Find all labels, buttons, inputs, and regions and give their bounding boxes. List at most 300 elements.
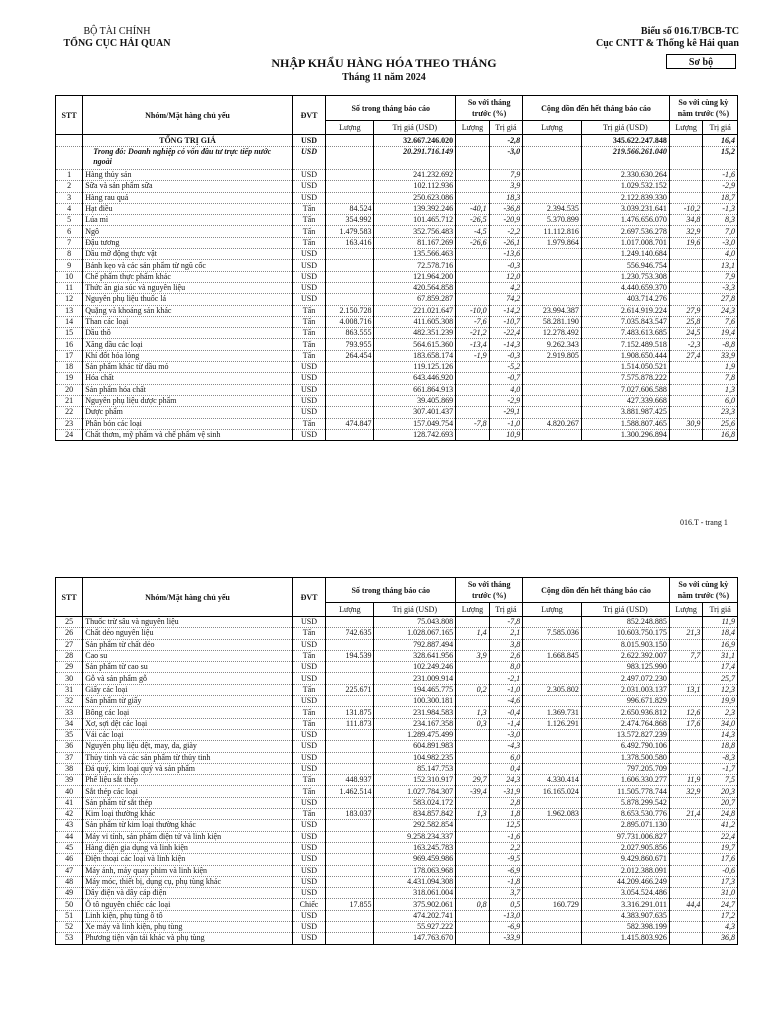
cell-stt: 43 — [56, 820, 83, 831]
col-month: Số trong tháng báo cáo — [326, 578, 456, 603]
table-row — [56, 933, 738, 944]
cell-vs-prev-value: 4,2 — [489, 282, 523, 293]
cell-vs-prev-value: -4,3 — [489, 741, 523, 752]
cell-yoy-value: 19,7 — [703, 842, 738, 853]
cell-unit: Tấn — [292, 707, 326, 718]
cell-cum-qty — [523, 922, 582, 933]
cell-unit: USD — [292, 384, 326, 395]
cell-yoy-value: -2,9 — [703, 181, 738, 192]
form-number: Biểu số 016.T/BCB-TC — [640, 26, 739, 37]
col-stt: STT — [56, 96, 83, 135]
cell-stt: 5 — [56, 215, 83, 226]
cell-value: 482.351.239 — [374, 328, 456, 339]
cell-unit: USD — [292, 831, 326, 842]
cell-yoy-value: 7,9 — [703, 271, 738, 282]
cell-cum-qty: 5.370.899 — [523, 215, 582, 226]
cell-stt: 32 — [56, 696, 83, 707]
table-row — [56, 215, 738, 226]
cell-qty — [326, 249, 374, 260]
col-cumulative: Cộng dồn đến hết tháng báo cáo — [523, 96, 670, 121]
cell-value: 121.964.200 — [374, 271, 456, 282]
cell-stt: 20 — [56, 384, 83, 395]
cell-unit: USD — [292, 752, 326, 763]
cell-name: Sản phẩm hóa chất — [83, 384, 293, 395]
cell-vs-prev-qty: 3,9 — [456, 650, 490, 661]
cell-value: 85.147.753 — [374, 763, 456, 774]
cell-name: Sản phẩm từ kim loại thường khác — [83, 820, 293, 831]
cell-vs-prev-qty: -13,4 — [456, 339, 490, 350]
cell-name: Máy móc, thiết bị, dụng cụ, phụ tùng khác — [83, 876, 293, 887]
cell-vs-prev-qty — [456, 617, 490, 628]
table-row — [56, 316, 738, 327]
cell-yoy-qty: -2,3 — [669, 339, 703, 350]
cell-qty: 111.873 — [326, 718, 374, 729]
cell-value: 234.167.358 — [374, 718, 456, 729]
cell-vs-prev-value: 3,8 — [489, 639, 523, 650]
cell-unit: Tấn — [292, 418, 326, 429]
total-label: TỔNG TRỊ GIÁ — [83, 135, 293, 147]
cell-cum-value: 44.209.466.249 — [581, 876, 669, 887]
cell-cum-value: 2.474.764.868 — [581, 718, 669, 729]
cell-cum-value: 2.697.536.278 — [581, 226, 669, 237]
cell-unit: Tấn — [292, 237, 326, 248]
cell-vs-prev-qty: 0,3 — [456, 718, 490, 729]
cell-value: 75.043.808 — [374, 617, 456, 628]
department: Cục CNTT & Thống kê Hải quan — [595, 38, 739, 49]
cell-name: Sữa và sản phẩm sữa — [83, 181, 293, 192]
cell-qty — [326, 395, 374, 406]
table-row — [56, 662, 738, 673]
cell-value: 231.009.914 — [374, 673, 456, 684]
cell-unit: USD — [292, 729, 326, 740]
cell-value: 100.300.181 — [374, 696, 456, 707]
table-row — [56, 707, 738, 718]
cell-stt: 26 — [56, 628, 83, 639]
cell-yoy-qty — [669, 294, 703, 305]
cell-value: 139.392.246 — [374, 203, 456, 214]
cell-unit: USD — [292, 181, 326, 192]
cell-cum-qty: 1.962.083 — [523, 809, 582, 820]
cell-cum-value: 1.300.296.894 — [581, 429, 669, 440]
cell-unit: Tấn — [292, 339, 326, 350]
cell-yoy-value: 12,3 — [703, 684, 738, 695]
cell-yoy-value: 36,8 — [703, 933, 738, 944]
cell-yoy-value: 16,8 — [703, 429, 738, 440]
cell-cum-qty — [523, 752, 582, 763]
cell-name: Máy vi tính, sản phẩm điện tử và linh kiện — [83, 831, 293, 842]
cell-vs-prev-qty — [456, 673, 490, 684]
col-yoy: So với cùng kỳ năm trước (%) — [669, 96, 737, 121]
cell-cum-qty — [523, 373, 582, 384]
cell-yoy-qty — [669, 673, 703, 684]
cell-cum-qty: 2.305.802 — [523, 684, 582, 695]
total-value: 32.667.246.020 — [374, 135, 456, 147]
cell-vs-prev-value: -4,6 — [489, 696, 523, 707]
cell-cum-qty: 2.394.535 — [523, 203, 582, 214]
cell-stt: 40 — [56, 786, 83, 797]
cell-name: Phế liệu sắt thép — [83, 775, 293, 786]
cell-yoy-qty — [669, 362, 703, 373]
cell-cum-value: 797.205.709 — [581, 763, 669, 774]
cell-unit: Tấn — [292, 718, 326, 729]
cell-yoy-qty — [669, 752, 703, 763]
cell-yoy-qty — [669, 842, 703, 853]
cell-vs-prev-value: -26,1 — [489, 237, 523, 248]
cell-name: Linh kiện, phụ tùng ô tô — [83, 910, 293, 921]
cell-vs-prev-qty — [456, 249, 490, 260]
col-vs-prev: So với tháng trước (%) — [456, 96, 523, 121]
cell-cum-qty — [523, 362, 582, 373]
cell-cum-value: 1.476.656.070 — [581, 215, 669, 226]
cell-name: Xơ, sợi dệt các loại — [83, 718, 293, 729]
cell-value: 1.289.475.499 — [374, 729, 456, 740]
cell-cum-value: 8.653.530.776 — [581, 809, 669, 820]
cell-qty — [326, 271, 374, 282]
cell-cum-value: 2.497.072.230 — [581, 673, 669, 684]
cell-vs-prev-qty: -39,4 — [456, 786, 490, 797]
cell-yoy-qty — [669, 282, 703, 293]
cell-vs-prev-qty — [456, 922, 490, 933]
cell-stt: 47 — [56, 865, 83, 876]
cell-cum-value: 983.125.990 — [581, 662, 669, 673]
cell-cum-qty: 23.994.387 — [523, 305, 582, 316]
cell-yoy-value: 8,3 — [703, 215, 738, 226]
cell-vs-prev-qty — [456, 395, 490, 406]
table-row — [56, 384, 738, 395]
status-box: Sơ bộ — [666, 54, 736, 69]
cell-yoy-value: -3,3 — [703, 282, 738, 293]
cell-stt: 3 — [56, 192, 83, 203]
cell-unit: USD — [292, 271, 326, 282]
cell-stt: 48 — [56, 876, 83, 887]
table-row — [56, 339, 738, 350]
cell-cum-value: 996.671.829 — [581, 696, 669, 707]
col-val: Trị giá (USD) — [581, 603, 669, 617]
cell-unit: USD — [292, 362, 326, 373]
cell-yoy-qty: 44,4 — [669, 899, 703, 910]
cell-cum-qty — [523, 662, 582, 673]
cell-unit: USD — [292, 282, 326, 293]
cell-vs-prev-value: -0,3 — [489, 260, 523, 271]
cell-unit: USD — [292, 170, 326, 181]
cell-vs-prev-value: -14,2 — [489, 305, 523, 316]
cell-value: 250.623.086 — [374, 192, 456, 203]
cell-yoy-qty — [669, 429, 703, 440]
cell-stt: 46 — [56, 854, 83, 865]
cell-yoy-qty — [669, 181, 703, 192]
table-row — [56, 192, 738, 203]
cell-cum-qty — [523, 888, 582, 899]
cell-qty: 474.847 — [326, 418, 374, 429]
cell-cum-qty: 58.281.190 — [523, 316, 582, 327]
cell-vs-prev-qty — [456, 429, 490, 440]
cell-cum-value: 2.895.071.130 — [581, 820, 669, 831]
cell-value: 307.401.437 — [374, 407, 456, 418]
cell-name: Bánh kẹo và các sản phẩm từ ngũ cốc — [83, 260, 293, 271]
cell-vs-prev-value: 2,1 — [489, 628, 523, 639]
cell-unit: Tấn — [292, 305, 326, 316]
cell-vs-prev-value: 2,8 — [489, 797, 523, 808]
cell-cum-value: 1.908.650.444 — [581, 350, 669, 361]
cell-cum-qty — [523, 617, 582, 628]
cell-yoy-value: 16,9 — [703, 639, 738, 650]
cell-vs-prev-qty — [456, 729, 490, 740]
cell-name: Phương tiện vận tải khác và phụ tùng — [83, 933, 293, 944]
cell-vs-prev-value: 0,5 — [489, 899, 523, 910]
cell-qty — [326, 865, 374, 876]
table-row — [56, 628, 738, 639]
cell-vs-prev-value: 0,4 — [489, 763, 523, 774]
cell-vs-prev-qty — [456, 854, 490, 865]
table-row — [56, 294, 738, 305]
cell-vs-prev-value: -1,4 — [489, 718, 523, 729]
cell-unit: Tấn — [292, 809, 326, 820]
cell-yoy-qty — [669, 854, 703, 865]
cell-qty — [326, 831, 374, 842]
table-row — [56, 362, 738, 373]
cell-unit: Tấn — [292, 350, 326, 361]
col-cumulative: Cộng dồn đến hết tháng báo cáo — [523, 578, 670, 603]
col-qty: Lượng — [326, 603, 374, 617]
cell-name: Cao su — [83, 650, 293, 661]
cell-vs-prev-qty — [456, 933, 490, 944]
cell-yoy-qty — [669, 395, 703, 406]
cell-value: 152.310.917 — [374, 775, 456, 786]
cell-value: 102.112.936 — [374, 181, 456, 192]
cell-name: Hàng thủy sản — [83, 170, 293, 181]
cell-vs-prev-qty: -26,5 — [456, 215, 490, 226]
cell-vs-prev-qty — [456, 170, 490, 181]
cell-vs-prev-value: -6,9 — [489, 922, 523, 933]
cell-cum-qty — [523, 260, 582, 271]
cell-vs-prev-qty: 1,4 — [456, 628, 490, 639]
cell-value: 564.615.360 — [374, 339, 456, 350]
cell-name: Máy ảnh, máy quay phim và linh kiện — [83, 865, 293, 876]
cell-yoy-value: -8,3 — [703, 752, 738, 763]
cell-stt: 30 — [56, 673, 83, 684]
cell-value: 792.887.494 — [374, 639, 456, 650]
cell-value: 104.982.235 — [374, 752, 456, 763]
cell-vs-prev-qty — [456, 639, 490, 650]
cell-stt: 25 — [56, 617, 83, 628]
cell-qty — [326, 876, 374, 887]
cell-name: Quặng và khoáng sản khác — [83, 305, 293, 316]
cell-vs-prev-qty — [456, 192, 490, 203]
table-row — [56, 350, 738, 361]
cell-vs-prev-qty — [456, 362, 490, 373]
table-row — [56, 865, 738, 876]
cell-vs-prev-qty — [456, 842, 490, 853]
cell-cum-value: 3.316.291.011 — [581, 899, 669, 910]
cell-name: Chất thơm, mỹ phẩm và chế phẩm vệ sinh — [83, 429, 293, 440]
cell-cum-value: 2.012.388.091 — [581, 865, 669, 876]
cell-stt: 22 — [56, 407, 83, 418]
fdi-yoy: 15,2 — [703, 147, 738, 170]
cell-vs-prev-value: -5,2 — [489, 362, 523, 373]
cell-qty — [326, 260, 374, 271]
cell-unit: USD — [292, 842, 326, 853]
table-row — [56, 910, 738, 921]
cell-value: 318.061.004 — [374, 888, 456, 899]
cell-yoy-qty — [669, 271, 703, 282]
cell-yoy-qty: 19,6 — [669, 237, 703, 248]
cell-cum-qty — [523, 673, 582, 684]
cell-qty — [326, 922, 374, 933]
col-qty: Lượng — [669, 603, 703, 617]
cell-vs-prev-qty: -21,2 — [456, 328, 490, 339]
cell-qty — [326, 910, 374, 921]
cell-yoy-qty — [669, 922, 703, 933]
cell-cum-qty — [523, 842, 582, 853]
cell-cum-value: 403.714.276 — [581, 294, 669, 305]
cell-yoy-qty: 30,9 — [669, 418, 703, 429]
cell-vs-prev-value: 12,5 — [489, 820, 523, 831]
cell-vs-prev-value: -2,2 — [489, 226, 523, 237]
cell-value: 81.167.269 — [374, 237, 456, 248]
cell-vs-prev-qty — [456, 294, 490, 305]
cell-unit: USD — [292, 407, 326, 418]
cell-stt: 15 — [56, 328, 83, 339]
cell-unit: USD — [292, 854, 326, 865]
cell-yoy-qty: 11,9 — [669, 775, 703, 786]
cell-yoy-qty — [669, 617, 703, 628]
cell-qty: 863.555 — [326, 328, 374, 339]
cell-stt: 21 — [56, 395, 83, 406]
cell-vs-prev-value: 2,2 — [489, 842, 523, 853]
cell-yoy-value: 17,6 — [703, 854, 738, 865]
cell-unit: Tấn — [292, 775, 326, 786]
cell-vs-prev-qty — [456, 752, 490, 763]
cell-value: 178.063.968 — [374, 865, 456, 876]
cell-yoy-value: 18,8 — [703, 741, 738, 752]
cell-yoy-value: 7,6 — [703, 316, 738, 327]
cell-cum-value: 10.603.750.175 — [581, 628, 669, 639]
table-row — [56, 650, 738, 661]
table-row — [56, 718, 738, 729]
cell-vs-prev-qty — [456, 260, 490, 271]
cell-cum-qty — [523, 854, 582, 865]
cell-unit: Chiếc — [292, 899, 326, 910]
cell-cum-value: 1.017.008.701 — [581, 237, 669, 248]
cell-yoy-value: 11,9 — [703, 617, 738, 628]
cell-value: 183.658.174 — [374, 350, 456, 361]
cell-cum-qty: 1.668.845 — [523, 650, 582, 661]
cell-yoy-value: 33,9 — [703, 350, 738, 361]
cell-vs-prev-qty — [456, 820, 490, 831]
cell-value: 241.232.692 — [374, 170, 456, 181]
total-unit: USD — [292, 135, 326, 147]
cell-vs-prev-value: 2,6 — [489, 650, 523, 661]
cell-vs-prev-value: -0,4 — [489, 707, 523, 718]
cell-stt: 16 — [56, 339, 83, 350]
cell-qty: 84.524 — [326, 203, 374, 214]
cell-value: 163.245.783 — [374, 842, 456, 853]
cell-yoy-value: 31,1 — [703, 650, 738, 661]
table-row — [56, 876, 738, 887]
cell-stt: 53 — [56, 933, 83, 944]
cell-yoy-qty: 32,9 — [669, 226, 703, 237]
cell-yoy-qty: 21,3 — [669, 628, 703, 639]
col-val: Trị giá — [489, 121, 523, 135]
col-stt: STT — [56, 578, 83, 617]
cell-unit: USD — [292, 395, 326, 406]
col-vs-prev: So với tháng trước (%) — [456, 578, 523, 603]
cell-yoy-qty: 32,9 — [669, 786, 703, 797]
cell-cum-value: 1.230.753.308 — [581, 271, 669, 282]
cell-yoy-qty — [669, 639, 703, 650]
table-row — [56, 809, 738, 820]
cell-value: 135.566.463 — [374, 249, 456, 260]
cell-cum-value: 1.588.807.465 — [581, 418, 669, 429]
cell-yoy-qty: 34,8 — [669, 215, 703, 226]
cell-yoy-qty — [669, 763, 703, 774]
col-yoy: So với cùng kỳ năm trước (%) — [669, 578, 737, 603]
cell-vs-prev-value: -9,5 — [489, 854, 523, 865]
cell-cum-qty: 9.262.343 — [523, 339, 582, 350]
cell-yoy-value: 7,8 — [703, 373, 738, 384]
cell-unit: USD — [292, 797, 326, 808]
cell-yoy-value: 25,7 — [703, 673, 738, 684]
cell-vs-prev-qty — [456, 741, 490, 752]
cell-name: Sản phẩm từ giấy — [83, 696, 293, 707]
cell-vs-prev-qty — [456, 763, 490, 774]
cell-value: 604.891.983 — [374, 741, 456, 752]
cell-yoy-qty — [669, 407, 703, 418]
cell-qty: 4.008.716 — [326, 316, 374, 327]
cell-name: Sản phẩm từ cao su — [83, 662, 293, 673]
cell-value: 834.857.842 — [374, 809, 456, 820]
cell-vs-prev-value: -14,3 — [489, 339, 523, 350]
cell-value: 101.465.712 — [374, 215, 456, 226]
cell-cum-value: 2.650.936.812 — [581, 707, 669, 718]
cell-unit: USD — [292, 429, 326, 440]
cell-qty — [326, 933, 374, 944]
cell-vs-prev-qty: -40,1 — [456, 203, 490, 214]
cell-cum-value: 7.152.489.518 — [581, 339, 669, 350]
cell-value: 661.864.913 — [374, 384, 456, 395]
table-row — [56, 203, 738, 214]
cell-name: Điện thoại các loại và linh kiện — [83, 854, 293, 865]
cell-cum-qty — [523, 429, 582, 440]
cell-cum-qty: 4.820.267 — [523, 418, 582, 429]
cell-yoy-qty: 12,6 — [669, 707, 703, 718]
cell-yoy-value: 18,7 — [703, 192, 738, 203]
col-qty: Lượng — [523, 603, 582, 617]
cell-yoy-qty: 25,8 — [669, 316, 703, 327]
cell-vs-prev-qty — [456, 282, 490, 293]
cell-cum-qty — [523, 384, 582, 395]
cell-stt: 37 — [56, 752, 83, 763]
cell-unit: Tấn — [292, 226, 326, 237]
cell-qty: 1.479.583 — [326, 226, 374, 237]
cell-stt: 1 — [56, 170, 83, 181]
cell-qty: 194.539 — [326, 650, 374, 661]
cell-value: 474.202.741 — [374, 910, 456, 921]
cell-yoy-value: 1,3 — [703, 384, 738, 395]
import-table-page-1 — [55, 95, 738, 441]
cell-yoy-value: 24,8 — [703, 809, 738, 820]
cell-cum-qty — [523, 395, 582, 406]
table-row — [56, 282, 738, 293]
cell-cum-value: 1.415.803.926 — [581, 933, 669, 944]
cell-stt: 9 — [56, 260, 83, 271]
table-row — [56, 373, 738, 384]
total-vs-prev: -2,8 — [489, 135, 523, 147]
col-unit: ĐVT — [292, 578, 326, 617]
cell-qty — [326, 617, 374, 628]
table-row — [56, 741, 738, 752]
cell-cum-value: 7.027.606.588 — [581, 384, 669, 395]
